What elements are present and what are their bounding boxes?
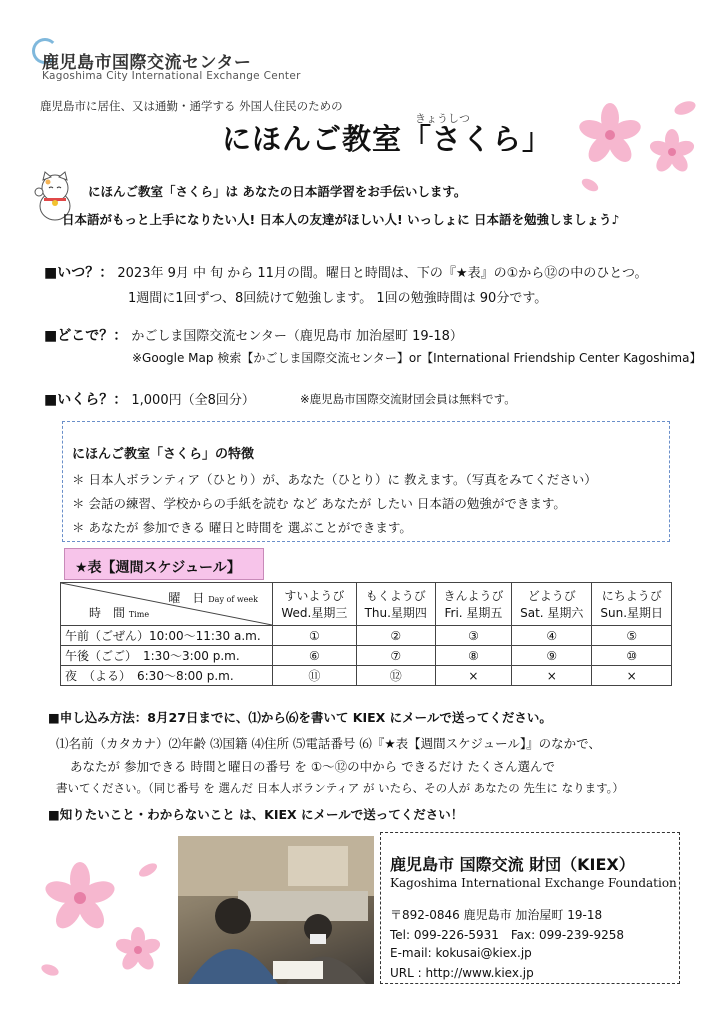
- slot-cell: ⑧: [435, 646, 511, 666]
- schedule-tab-label: ★表【週間スケジュール】: [64, 548, 264, 580]
- day-header: [592, 583, 672, 626]
- day-jp: すいようび: [284, 589, 345, 603]
- day-header: [512, 583, 592, 626]
- cost-value: 1,000円（全8回分）: [131, 393, 255, 408]
- day-sub: Sat. 星期六: [520, 606, 584, 620]
- when-line-1: 2023年 9月 中 旬 から 11月の間。曜日と時間は、下の『★表』の①から⑫の中のひとつ。: [117, 266, 648, 281]
- page-title: にほんご教室「さくら」: [222, 122, 553, 156]
- day-sub: Thu.星期四: [364, 606, 427, 620]
- slot-cell: ⑩: [592, 646, 672, 666]
- slot-cell: ④: [512, 626, 592, 646]
- slot-cell: ×: [592, 666, 672, 686]
- slot-cell: ⑥: [273, 646, 357, 666]
- table-row: [61, 646, 672, 666]
- where-line-1: かごしま国際交流センター（鹿児島市 加治屋町 19-18）: [131, 329, 463, 344]
- day-sub: Wed.星期三: [281, 606, 348, 620]
- intro-line-2: 日本語がもっと上手になりたい人! 日本人の友達がほしい人! いっしょに 日本語を勉強しましょう♪: [62, 212, 620, 227]
- header-weekday: [168, 589, 258, 606]
- slot-cell: ⑫: [356, 666, 435, 686]
- classroom-photo: [178, 836, 374, 984]
- time-cell: 午前（ごぜん）10:00～11:30 a.m.: [61, 626, 273, 646]
- intro-line-1: にほんご教室「さくら」は あなたの日本語学習をお手伝いします。: [88, 184, 467, 199]
- schedule-table: [60, 582, 672, 686]
- table-row: [61, 626, 672, 646]
- features-title: にほんご教室「さくら」の特徴: [72, 447, 255, 462]
- foundation-url[interactable]: URL : http://www.kiex.jp: [390, 966, 534, 980]
- slot-cell: ②: [356, 626, 435, 646]
- day-jp: もくようび: [365, 589, 426, 603]
- header-time-label: 時 間: [89, 606, 126, 620]
- slot-cell: ①: [273, 626, 357, 646]
- apply-line-1: ■申し込み方法：8月27日までに、⑴から⑹を書いて KIEX にメールで送ってください。: [48, 710, 552, 725]
- when-label: ■いつ？：: [44, 265, 114, 281]
- where-label: ■どこで？：: [44, 328, 128, 344]
- apply-line-3: あなたが 参加できる 時間と曜日の番号 を ①～⑫の中から できるだけ たくさん選んで: [70, 759, 556, 774]
- cost-label: ■いくら？：: [44, 392, 128, 408]
- slot-cell: ⑨: [512, 646, 592, 666]
- foundation-address: 〒892-0846 鹿児島市 加治屋町 19-18: [390, 908, 603, 922]
- header-weekday-en: Day of week: [208, 595, 258, 604]
- day-header: [273, 583, 357, 626]
- title-ruby: きょうしつ: [415, 112, 470, 125]
- feature-item: ＊ 会話の練習、学校からの手紙を読む など あなたが したい 日本語の勉強ができます。: [72, 496, 566, 511]
- cost-note: ※鹿児島市国際交流財団会員は無料です。: [300, 392, 516, 406]
- time-cell: 夜 （よる） 6:30～8:00 p.m.: [61, 666, 273, 686]
- when-line-2: 1週間に1回ずつ、8回続けて勉強します。 1回の勉強時間は 90分です。: [128, 291, 548, 306]
- feature-item: ＊ 日本人ボランティア（ひとり）が、あなた（ひとり）に 教えます。（写真をみてください）: [72, 472, 597, 487]
- subtitle: 鹿児島市に居住、又は通勤・通学する 外国人住民のための: [40, 99, 343, 113]
- day-sub: Sun.星期日: [600, 606, 664, 620]
- header-weekday-label: 曜 日: [168, 591, 205, 605]
- org-name-en: Kagoshima City International Exchange Center: [42, 70, 301, 82]
- where-row: [44, 325, 463, 345]
- slot-cell: ⑤: [592, 626, 672, 646]
- slot-cell: ③: [435, 626, 511, 646]
- org-name: 鹿児島市国際交流センター: [42, 53, 252, 73]
- slot-cell: ⑪: [273, 666, 357, 686]
- cost-row: [44, 389, 255, 409]
- where-line-2: ※Google Map 検索【かごしま国際交流センター】or【International Friendship Center Kagoshima】: [132, 351, 702, 365]
- foundation-name: 鹿児島市 国際交流 財団（KIEX）: [390, 855, 635, 874]
- foundation-tel: Tel: 099-226-5931 Fax: 099-239-9258: [390, 928, 624, 942]
- header-time-en: Time: [128, 610, 150, 619]
- table-header-row: [61, 583, 672, 626]
- slot-cell: ×: [435, 666, 511, 686]
- day-header: [356, 583, 435, 626]
- header-corner: [61, 583, 273, 626]
- apply-line-2: ⑴名前（カタカナ）⑵年齢 ⑶国籍 ⑷住所 ⑸電話番号 ⑹『★表【週間スケジュール】』のなかで、: [56, 736, 601, 751]
- day-jp: きんようび: [443, 589, 504, 603]
- header-time: [89, 604, 149, 621]
- sakura-icon: [560, 90, 710, 200]
- foundation-email[interactable]: E-mail: kokusai@kiex.jp: [390, 946, 532, 960]
- sakura-icon: [30, 840, 170, 990]
- slot-cell: ⑦: [356, 646, 435, 666]
- day-header: [435, 583, 511, 626]
- apply-line-5: ■知りたいこと・わからないこと は、KIEX にメールで送ってください！: [48, 807, 464, 822]
- apply-line-4: 書いてください。（同じ番号 を 選んだ 日本人ボランティア が いたら、その人が あなたの 先生に なります。）: [56, 781, 624, 795]
- day-jp: にちようび: [601, 589, 662, 603]
- time-cell: 午後（ごご） 1:30～3:00 p.m.: [61, 646, 273, 666]
- table-row: [61, 666, 672, 686]
- feature-item: ＊ あなたが 参加できる 曜日と時間を 選ぶことができます。: [72, 520, 412, 535]
- day-sub: Fri. 星期五: [444, 606, 503, 620]
- foundation-name-en: Kagoshima International Exchange Foundation: [390, 876, 677, 890]
- when-row: [44, 262, 647, 282]
- slot-cell: ×: [512, 666, 592, 686]
- day-jp: どようび: [527, 589, 576, 603]
